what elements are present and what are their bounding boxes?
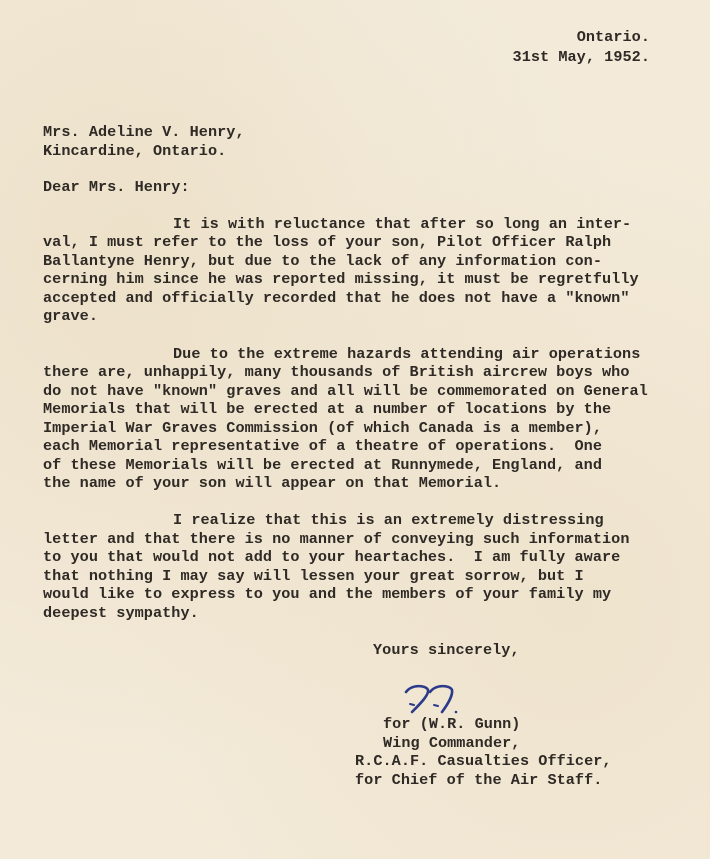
signature-line-office: for Chief of the Air Staff. [355, 771, 603, 789]
paragraph-line: would like to express to you and the members of your family my [43, 585, 612, 603]
paragraph-line: Imperial War Graves Commission (of which Canada is a member), [43, 419, 603, 437]
paragraph-line: I realize that this is an extremely distressing [173, 511, 604, 529]
paragraph-line: the name of your son will appear on that Memorial. [43, 474, 502, 492]
paragraph-line: that nothing I may say will lessen your great sorrow, but I [43, 567, 584, 585]
paragraph-line: grave. [43, 307, 98, 325]
handwritten-signature-icon [402, 682, 464, 718]
paragraph-line: Ballantyne Henry, but due to the lack of any information con- [43, 252, 603, 270]
paragraph-line: do not have "known" graves and all will be commemorated on General [43, 382, 648, 400]
paragraph-line: cerning him since he was reported missing, it must be regretfully [43, 270, 639, 288]
paragraph-line: It is with reluctance that after so long an inter- [173, 215, 632, 233]
paragraph-line: letter and that there is no manner of conveying such information [43, 530, 630, 548]
recipient-name: Mrs. Adeline V. Henry, [43, 123, 245, 141]
letter-place: Ontario. [576, 28, 650, 46]
recipient-address: Kincardine, Ontario. [43, 142, 227, 160]
paragraph-line: val, I must refer to the loss of your son, Pilot Officer Ralph [43, 233, 612, 251]
closing: Yours sincerely, [373, 641, 520, 659]
signature-line-title: R.C.A.F. Casualties Officer, [355, 752, 612, 770]
paragraph-line: of these Memorials will be erected at Runnymede, England, and [43, 456, 603, 474]
paragraph-line: deepest sympathy. [43, 604, 199, 622]
paragraph-line: Memorials that will be erected at a number of locations by the [43, 400, 612, 418]
salutation: Dear Mrs. Henry: [43, 178, 190, 196]
paragraph-line: Due to the extreme hazards attending air operations [173, 345, 641, 363]
paragraph-line: to you that would not add to your heartaches. I am fully aware [43, 548, 621, 566]
letter-date: 31st May, 1952. [512, 48, 650, 66]
paragraph-line: accepted and officially recorded that he does not have a "known" [43, 289, 630, 307]
paragraph-line: each Memorial representative of a theatre of operations. One [43, 437, 603, 455]
signature-line-rank: Wing Commander, [383, 734, 521, 752]
paragraph-line: there are, unhappily, many thousands of British aircrew boys who [43, 363, 630, 381]
signature-line-for: for (W.R. Gunn) [383, 715, 521, 733]
